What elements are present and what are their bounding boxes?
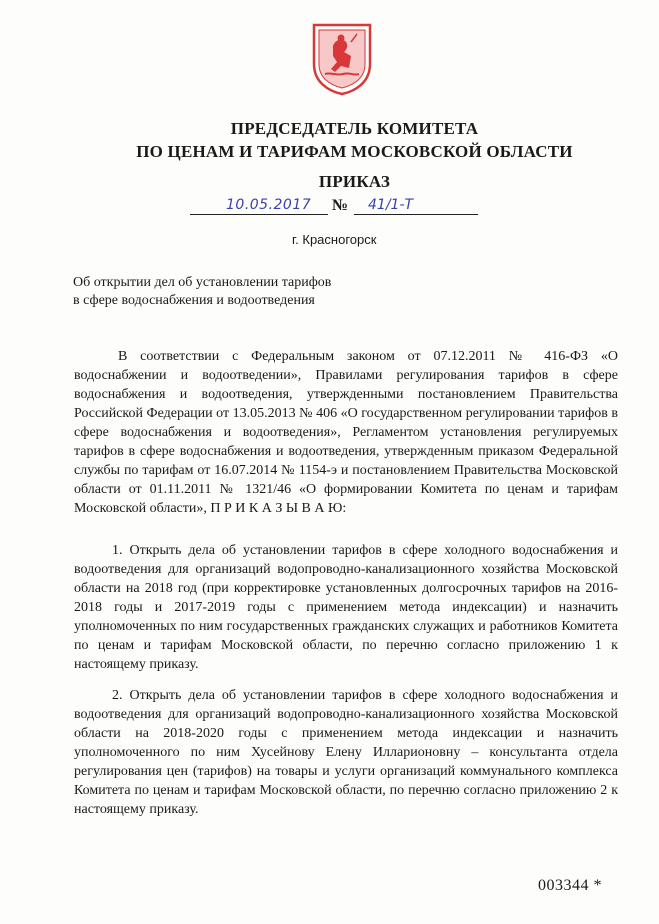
coat-of-arms-icon [311, 22, 373, 96]
clause-1 [74, 541, 618, 674]
document-type: ПРИКАЗ [318, 172, 391, 191]
paragraph-text: 1. Открыть дела об установлении тарифов в сфере холодного водоснабжения и водоотведения для организаций водопроводно-канализационного хозяйства Московской области на 2018 год (при корректировке установленных долгосрочных тарифов на 2016-2018 годы и 2017-2019 годы с применением метода индексации) и назначить уполномоченных по ним государственных гражданских служащих и работников Комитета по ценам и тарифам Московской области, по перечню согласно приложению 1 к настоящему приказу. [74, 543, 618, 672]
date-number-line [190, 197, 480, 219]
paragraph-text: 2. Открыть дела об установлении тарифов в сфере холодного водоснабжения и водоотведения для организаций водопроводно-канализационного хозяйства Московской области на 2018-2020 годы с применением метода индексации и назначить уполномоченного по ним Хусейнову Елену Илларионовну – консультанта отдела регулирования цен (тарифов) на товары и услуги организаций коммунального комплекса Комитета по ценам и тарифам Московской области, по перечню согласно приложению 2 к настоящему приказу. [74, 688, 618, 817]
date-underline [190, 214, 328, 215]
preamble-paragraph [74, 347, 618, 518]
number-sign: № [332, 197, 349, 214]
order-subject: Об открытии дел об установлении тарифов в сфере водоснабжения и водоотведения [73, 275, 332, 308]
header-line-1: ПРЕДСЕДАТЕЛЬ КОМИТЕТА [230, 119, 479, 138]
handwritten-date: 10.05.2017 [226, 197, 312, 213]
number-underline [354, 214, 478, 215]
clause-2 [74, 686, 618, 819]
header-line-2: ПО ЦЕНАМ И ТАРИФАМ МОСКОВСКОЙ ОБЛАСТИ [136, 142, 573, 161]
handwritten-number: 41/1-Т [368, 197, 414, 213]
serial-number: 003344 * [538, 877, 602, 894]
paragraph-text: В соответствии с Федеральным законом от 07.12.2011 № 416-ФЗ «О водоснабжении и водоотведении», Правилами регулирования тарифов в сфере водоснабжения и водоотведения, утвержденными постановлением Правительства Российской Федерации от 13.05.2013 № 406 «О государственном регулировании тарифов в сфере водоснабжения и водоотведения», Регламентом установления регулируемых тарифов в сфере водоснабжения и водоотведения, утвержденным приказом Федеральной службы по тарифам от 16.07.2014 № 1154-э и постановлением Правительства Московской области от 01.11.2011 № 1321/46 «О формировании Комитета по ценам и тарифам Московской области», П Р И К А З Ы В А Ю: [74, 349, 618, 516]
city: г. Красногорск [292, 232, 377, 247]
